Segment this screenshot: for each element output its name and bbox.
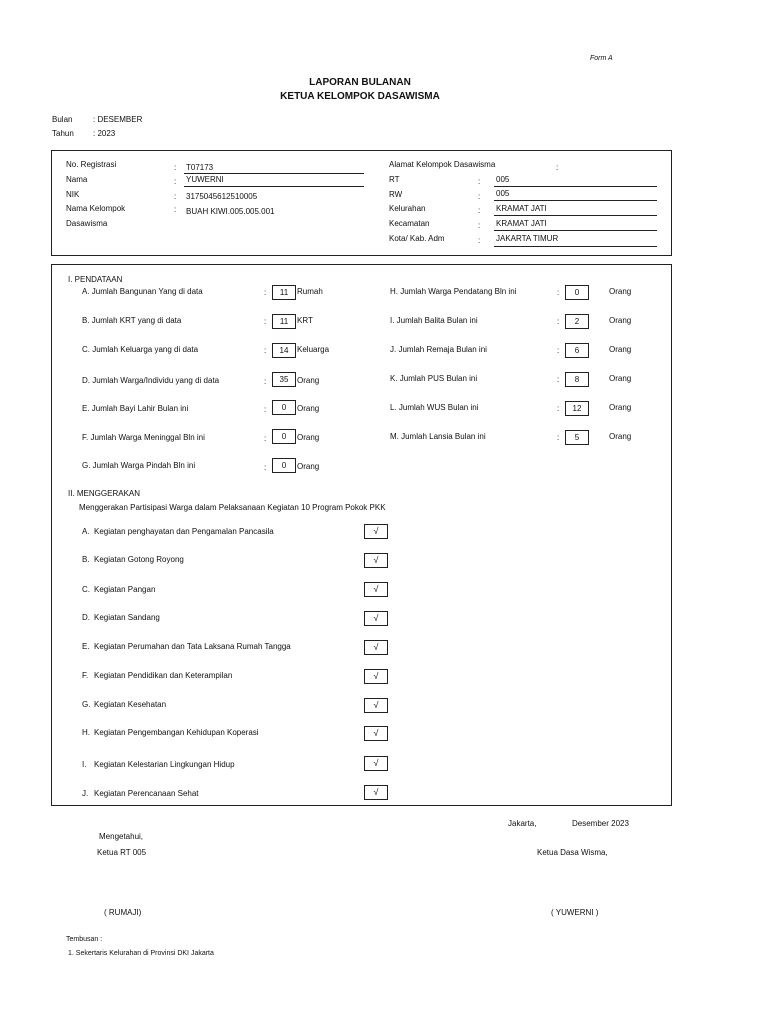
kegiatan-label-b: Kegiatan Gotong Royong (94, 555, 184, 564)
pendataan-label-h: H. Jumlah Warga Pendatang Bln ini (390, 287, 517, 296)
kegiatan-letter-g: G. (82, 700, 91, 709)
kelurahan-value: KRAMAT JATI (496, 204, 547, 213)
pendataan-unit-f: Orang (297, 433, 320, 442)
pendataan-colon-a: : (264, 288, 267, 297)
kecamatan-colon: : (478, 221, 481, 230)
registrasi-underline (184, 173, 364, 174)
pendataan-unit-m: Orang (609, 432, 632, 441)
pendataan-value-e: 0 (272, 400, 296, 415)
signer-dasa-name: ( YUWERNI ) (551, 908, 599, 917)
mengetahui-label: Mengetahui, (99, 832, 144, 841)
pendataan-colon-b: : (264, 317, 267, 326)
pendataan-unit-g: Orang (297, 462, 320, 471)
rw-value: 005 (496, 189, 510, 198)
kegiatan-label-f: Kegiatan Pendidikan dan Keterampilan (94, 671, 233, 680)
ketua-dasa-label: Ketua Dasa Wisma, (537, 848, 608, 857)
kelurahan-colon: : (478, 206, 481, 215)
kegiatan-check-h: √ (364, 726, 388, 741)
rt-underline (494, 186, 657, 187)
tahun-value: : 2023 (93, 129, 116, 138)
kelurahan-underline (494, 215, 657, 216)
kegiatan-letter-c: C. (82, 585, 90, 594)
bulan-value: : DESEMBER (93, 115, 143, 124)
kegiatan-check-g: √ (364, 698, 388, 713)
kecamatan-underline (494, 230, 657, 231)
menggerakan-heading: II. MENGGERAKAN (68, 489, 141, 498)
kecamatan-value: KRAMAT JATI (496, 219, 547, 228)
rt-value: 005 (496, 175, 510, 184)
kelompok-label: Nama Kelompok (66, 204, 126, 213)
pendataan-label-f: F. Jumlah Warga Meninggal Bln ini (82, 433, 205, 442)
kegiatan-letter-e: E. (82, 642, 90, 651)
pendataan-value-k: 8 (565, 372, 589, 387)
kelurahan-label: Kelurahan (389, 204, 426, 213)
kota-label: Kota/ Kab. Adm (389, 234, 445, 243)
tembusan-item: 1. Sekertaris Kelurahan di Provinsi DKI Jakarta (68, 950, 214, 957)
pendataan-unit-e: Orang (297, 404, 320, 413)
pendataan-value-a: 11 (272, 285, 296, 300)
pendataan-unit-j: Orang (609, 345, 632, 354)
pendataan-label-j: J. Jumlah Remaja Bulan ini (390, 345, 487, 354)
pendataan-colon-g: : (264, 463, 267, 472)
pendataan-unit-d: Orang (297, 376, 320, 385)
kegiatan-check-a: √ (364, 524, 388, 539)
bulan-label: Bulan (52, 115, 73, 124)
pendataan-label-i: I. Jumlah Balita Bulan ini (390, 316, 478, 325)
kegiatan-letter-a: A. (82, 527, 90, 536)
pendataan-unit-l: Orang (609, 403, 632, 412)
kegiatan-label-d: Kegiatan Sandang (94, 613, 160, 622)
kegiatan-label-h: Kegiatan Pengembangan Kehidupan Koperasi (94, 728, 259, 737)
nama-label: Nama (66, 175, 88, 184)
registrasi-label: No. Registrasi (66, 160, 117, 169)
kegiatan-label-a: Kegiatan penghayatan dan Pengamalan Pancasila (94, 527, 274, 536)
kegiatan-letter-h: H. (82, 728, 90, 737)
nama-value: YUWERNI (186, 175, 224, 184)
kegiatan-label-g: Kegiatan Kesehatan (94, 700, 167, 709)
report-title: LAPORAN BULANAN (309, 77, 411, 88)
pendataan-unit-i: Orang (609, 316, 632, 325)
kegiatan-label-c: Kegiatan Pangan (94, 585, 156, 594)
pendataan-unit-k: Orang (609, 374, 632, 383)
rt-colon: : (478, 177, 481, 186)
pendataan-value-f: 0 (272, 429, 296, 444)
pendataan-colon-k: : (557, 375, 560, 384)
pendataan-value-g: 0 (272, 458, 296, 473)
pendataan-label-c: C. Jumlah Keluarga yang di data (82, 345, 199, 354)
rw-label: RW (389, 190, 403, 199)
signature-place: Jakarta, (508, 819, 537, 828)
registrasi-value: T07173 (186, 163, 214, 172)
pendataan-colon-d: : (264, 377, 267, 386)
pendataan-unit-b: KRT (297, 316, 313, 325)
pendataan-value-d: 35 (272, 372, 296, 387)
kelompok-value: BUAH KIWI.005.005.001 (186, 207, 275, 216)
pendataan-colon-c: : (264, 346, 267, 355)
pendataan-label-g: G. Jumlah Warga Pindah Bln ini (82, 461, 196, 470)
pendataan-label-e: E. Jumlah Bayi Lahir Bulan ini (82, 404, 189, 413)
registrasi-colon: : (174, 163, 177, 172)
tahun-label: Tahun (52, 129, 74, 138)
tembusan-label: Tembusan : (66, 936, 103, 943)
pendataan-label-k: K. Jumlah PUS Bulan ini (390, 374, 478, 383)
form-label: Form A (590, 55, 613, 62)
pendataan-colon-e: : (264, 405, 267, 414)
pendataan-value-h: 0 (565, 285, 589, 300)
pendataan-colon-m: : (557, 433, 560, 442)
kota-colon: : (478, 236, 481, 245)
pendataan-value-i: 2 (565, 314, 589, 329)
kegiatan-letter-j: J. (82, 789, 89, 798)
nik-colon: : (174, 192, 177, 201)
pendataan-colon-j: : (557, 346, 560, 355)
pendataan-colon-f: : (264, 434, 267, 443)
pendataan-colon-l: : (557, 404, 560, 413)
rw-underline (494, 200, 657, 201)
kegiatan-letter-f: F. (82, 671, 89, 680)
pendataan-value-l: 12 (565, 401, 589, 416)
signature-date: Desember 2023 (572, 819, 629, 828)
address-colon: : (556, 163, 559, 172)
menggerakan-subheading: Menggerakan Partisipasi Warga dalam Pelaksanaan Kegiatan 10 Program Pokok PKK (79, 503, 386, 512)
pendataan-label-l: L. Jumlah WUS Bulan ini (390, 403, 479, 412)
identity-panel (51, 150, 672, 256)
nama-colon: : (174, 177, 177, 186)
pendataan-colon-i: : (557, 317, 560, 326)
report-subtitle: KETUA KELOMPOK DASAWISMA (280, 91, 440, 102)
kegiatan-label-j: Kegiatan Perencanaan Sehat (94, 789, 199, 798)
pendataan-value-j: 6 (565, 343, 589, 358)
pendataan-colon-h: : (557, 288, 560, 297)
pendataan-label-b: B. Jumlah KRT yang di data (82, 316, 182, 325)
kegiatan-letter-i: I. (82, 760, 87, 769)
nik-value: 3175045612510005 (186, 192, 258, 201)
pendataan-value-c: 14 (272, 343, 296, 358)
pendataan-unit-h: Orang (609, 287, 632, 296)
pendataan-label-a: A. Jumlah Bangunan Yang di data (82, 287, 203, 296)
dasawisma-label: Dasawisma (66, 219, 108, 228)
kelompok-colon: : (174, 205, 177, 214)
nik-label: NIK (66, 190, 80, 199)
kegiatan-check-b: √ (364, 553, 388, 568)
kegiatan-label-i: Kegiatan Kelestarian Lingkungan Hidup (94, 760, 235, 769)
kegiatan-letter-b: B. (82, 555, 90, 564)
ketua-rt-label: Ketua RT 005 (97, 848, 147, 857)
pendataan-value-b: 11 (272, 314, 296, 329)
pendataan-unit-c: Keluarga (297, 345, 330, 354)
rt-label: RT (389, 175, 400, 184)
address-title: Alamat Kelompok Dasawisma (389, 160, 496, 169)
kota-underline (494, 246, 657, 247)
pendataan-value-m: 5 (565, 430, 589, 445)
signer-rt-name: ( RUMAJI) (104, 908, 142, 917)
kegiatan-check-j: √ (364, 785, 388, 800)
pendataan-heading: I. PENDATAAN (68, 275, 123, 284)
rw-colon: : (478, 192, 481, 201)
kota-value: JAKARTA TIMUR (496, 234, 559, 243)
kegiatan-check-d: √ (364, 611, 388, 626)
kegiatan-letter-d: D. (82, 613, 90, 622)
kegiatan-check-c: √ (364, 582, 388, 597)
kegiatan-check-i: √ (364, 756, 388, 771)
nama-underline (184, 186, 364, 187)
pendataan-unit-a: Rumah (297, 287, 323, 296)
kegiatan-check-f: √ (364, 669, 388, 684)
kecamatan-label: Kecamatan (389, 219, 430, 228)
pendataan-label-d: D. Jumlah Warga/Individu yang di data (82, 376, 220, 385)
kegiatan-label-e: Kegiatan Perumahan dan Tata Laksana Rumah Tangga (94, 642, 291, 651)
kegiatan-check-e: √ (364, 640, 388, 655)
pendataan-label-m: M. Jumlah Lansia Bulan ini (390, 432, 486, 441)
